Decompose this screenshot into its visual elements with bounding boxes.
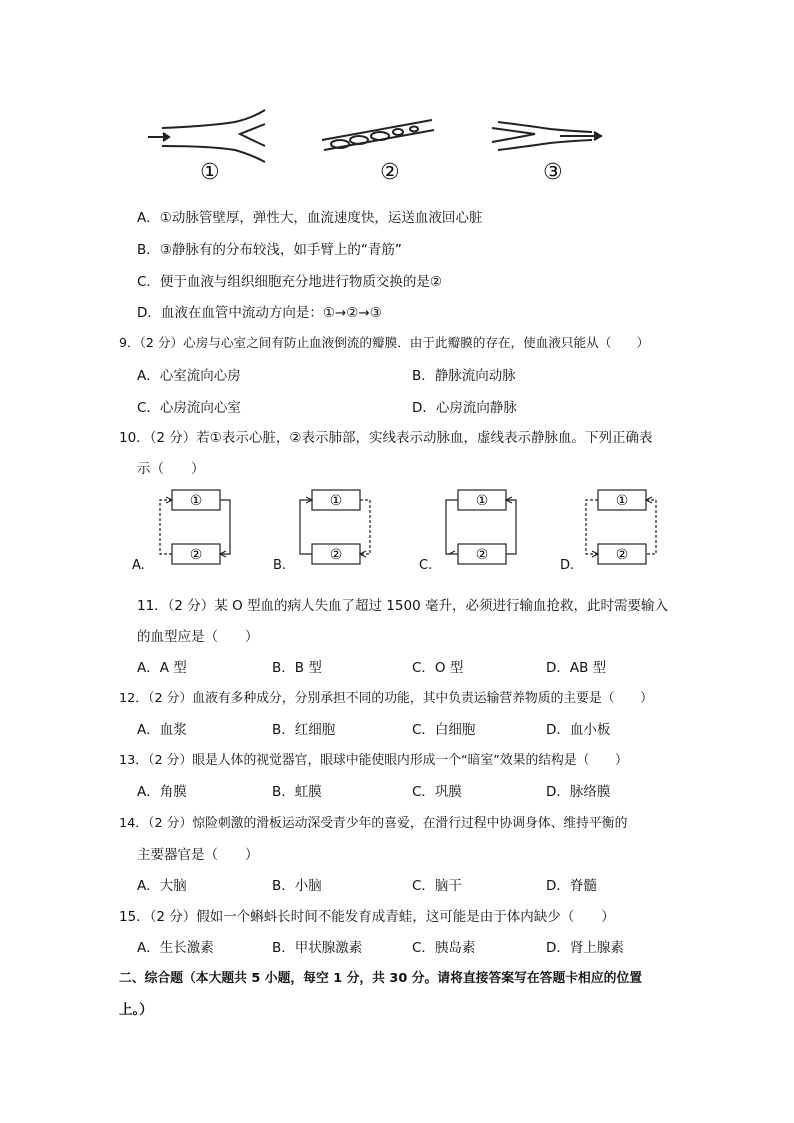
q11-option-b: B．B 型	[272, 660, 322, 676]
q14-option-a: A．大脑	[137, 878, 187, 894]
q15-stem: 15．（2 分）假如一个蝌蚪长时间不能发育成青蛙，这可能是由于体内缺少（ ）	[119, 909, 615, 925]
q11-option-a: A．A 型	[137, 660, 187, 676]
q13-option-a: A．角膜	[137, 784, 187, 800]
q10-diagram-c	[436, 488, 526, 568]
q9-option-b: B．静脉流向动脉	[412, 368, 516, 384]
q12-option-c: C．白细胞	[412, 722, 476, 738]
q15-option-c: C．胰岛素	[412, 940, 476, 956]
q10-c-box-bottom: ②	[475, 547, 489, 563]
q13-stem: 13．（2 分）眼是人体的视觉器官，眼球中能使眼内形成一个“暗室”效果的结构是（ ）	[119, 753, 628, 768]
q10-c-box-top: ①	[475, 493, 489, 509]
vessel-label-3: ③	[543, 160, 563, 185]
q10-a-box-bottom: ②	[189, 547, 203, 563]
q12-option-a: A．血浆	[137, 722, 187, 738]
q10-letter-a: A.	[132, 558, 145, 573]
q10-a-box-top: ①	[189, 493, 203, 509]
q11-option-d: D．AB 型	[546, 660, 607, 676]
q11-option-c: C．O 型	[412, 660, 464, 676]
q10-stem-line1: 10．（2 分）若①表示心脏，②表示肺部，实线表示动脉血，虚线表示静脉血。下列正确表	[119, 430, 653, 446]
q12-option-b: B．红细胞	[272, 722, 336, 738]
q9-stem: 9．（2 分）心房与心室之间有防止血液倒流的瓣膜．由于此瓣膜的存在，使血液只能从（ ）	[119, 335, 650, 350]
q10-diagram-b	[290, 488, 380, 568]
q15-option-d: D．肾上腺素	[546, 940, 624, 956]
q10-b-box-bottom: ②	[329, 547, 343, 563]
vessel-label-2: ②	[380, 160, 400, 185]
q13-option-c: C．巩膜	[412, 784, 462, 800]
q12-stem: 12．（2 分）血液有多种成分，分别承担不同的功能，其中负责运输营养物质的主要是（ ）	[119, 691, 653, 706]
q8-option-c: C．便于血液与组织细胞充分地进行物质交换的是②	[137, 274, 443, 290]
q12-option-d: D．血小板	[546, 722, 611, 738]
section2-heading-line2: 上。）	[119, 1002, 153, 1018]
vessel-2-capillary	[322, 120, 434, 150]
q8-option-a: A．①动脉管壁厚，弹性大，血流速度快，运送血液回心脏	[137, 210, 483, 226]
q14-option-d: D．脊髓	[546, 878, 597, 894]
q8-option-d: D．血液在血管中流动方向是：①→②→③	[137, 305, 382, 321]
q10-letter-d: D.	[560, 558, 575, 573]
q13-option-d: D．脉络膜	[546, 784, 611, 800]
q14-stem-line1: 14．（2 分）惊险刺激的滑板运动深受青少年的喜爱，在滑行过程中协调身体、维持平衡的	[119, 816, 628, 831]
vessel-1-artery	[148, 110, 265, 162]
q14-option-b: B．小脑	[272, 878, 322, 894]
q9-option-c: C．心房流向心室	[137, 400, 241, 416]
q10-letter-b: B.	[273, 558, 287, 573]
q15-option-a: A．生长激素	[137, 940, 214, 956]
vessel-label-1: ①	[200, 160, 220, 185]
q10-diagram-d	[576, 488, 666, 568]
q10-stem-line2: 示（ ）	[137, 461, 205, 477]
q9-option-d: D．心房流向静脉	[412, 400, 517, 416]
q9-option-a: A．心室流向心房	[137, 368, 241, 384]
q10-d-box-bottom: ②	[615, 547, 629, 563]
q11-stem-line1: 11．（2 分）某 O 型血的病人失血了超过 1500 毫升，必须进行输血抢救，此时需要输入	[137, 598, 668, 614]
q10-diagram-a	[150, 488, 240, 568]
q15-option-b: B．甲状腺激素	[272, 940, 363, 956]
section2-heading-line1: 二、综合题（本大题共 5 小题，每空 1 分，共 30 分。请将直接答案写在答题卡相应的位置	[119, 971, 643, 986]
q13-option-b: B．虹膜	[272, 784, 322, 800]
q14-option-c: C．脑干	[412, 878, 462, 894]
q11-stem-line2: 的血型应是（ ）	[137, 629, 259, 645]
q10-letter-c: C.	[419, 558, 433, 573]
q10-d-box-top: ①	[615, 493, 629, 509]
q8-option-b: B．③静脉有的分布较浅，如手臂上的“青筋”	[137, 242, 402, 258]
q10-b-box-top: ①	[329, 493, 343, 509]
q14-stem-line2: 主要器官是（ ）	[137, 847, 259, 863]
vessel-3-vein	[492, 122, 601, 150]
